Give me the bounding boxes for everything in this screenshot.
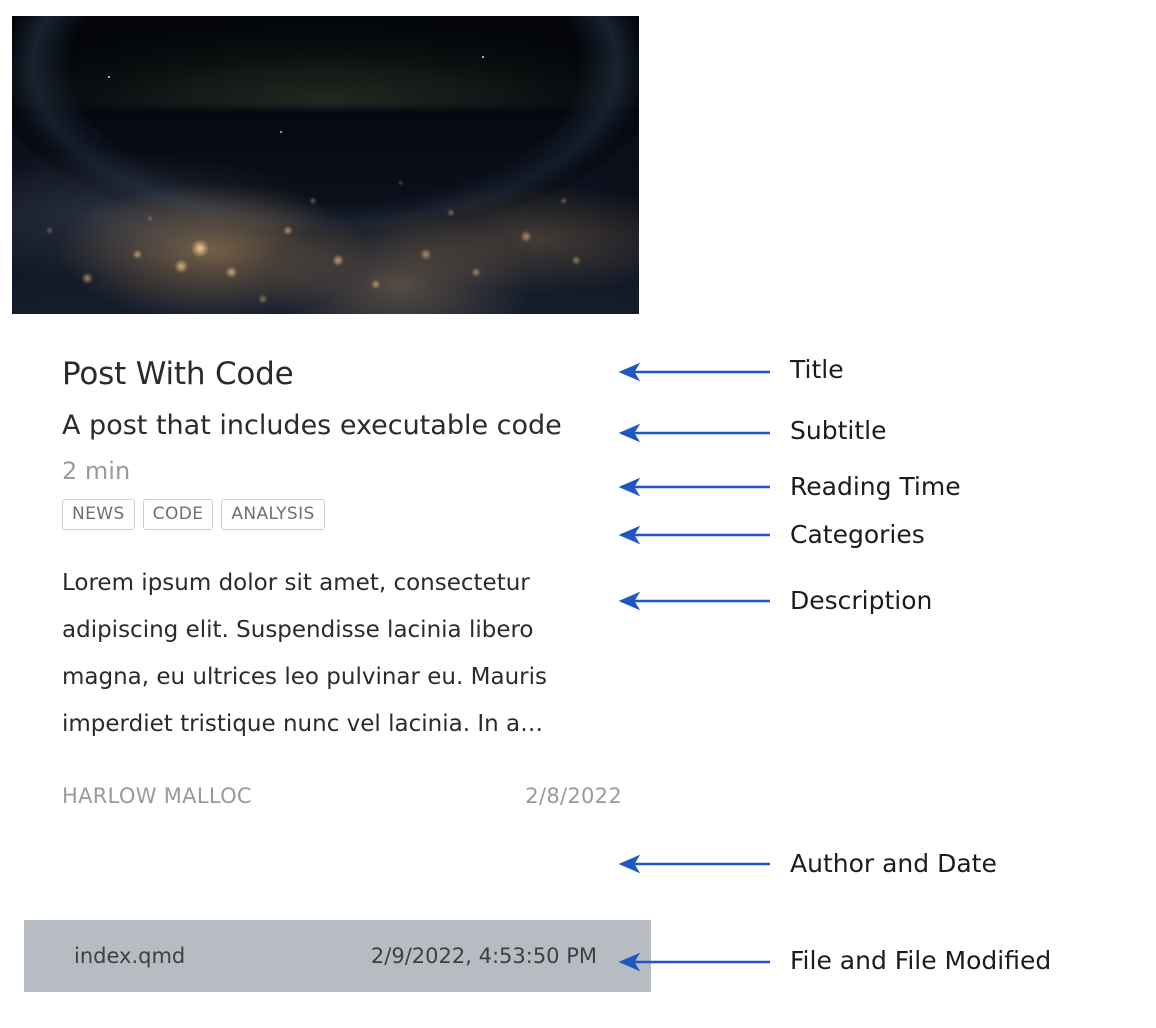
post-date: 2/8/2022 [525, 784, 622, 808]
category-badge[interactable]: NEWS [62, 499, 135, 530]
annotation-label-description: Description [790, 586, 933, 615]
file-name[interactable]: index.qmd [74, 944, 186, 968]
post-description: Lorem ipsum dolor sit amet, consectetur adipiscing elit. Suspendisse lacinia libero magna, eu ultrices leo pulvinar eu. Mauris imperdiet tristique nunc vel lacinia. In a… [62, 570, 547, 737]
post-reading-time: 2 min [62, 457, 131, 485]
star-icon [108, 76, 110, 78]
category-badge[interactable]: ANALYSIS [221, 499, 324, 530]
annotation-label-title: Title [790, 355, 844, 384]
post-title[interactable]: Post With Code [62, 356, 294, 392]
file-info-bar [24, 920, 651, 992]
post-meta [62, 784, 622, 808]
post-subtitle: A post that includes executable code [62, 410, 562, 441]
annotation-label-subtitle: Subtitle [790, 416, 887, 445]
file-modified-date: 2/9/2022, 4:53:50 PM [370, 944, 597, 968]
post-categories [62, 499, 607, 530]
star-icon [280, 131, 282, 133]
post-card-body [12, 356, 639, 808]
post-author: HARLOW MALLOC [62, 784, 252, 808]
post-thumbnail-image [12, 16, 639, 314]
category-badge[interactable]: CODE [143, 499, 214, 530]
city-lights [12, 16, 639, 314]
post-card[interactable] [12, 16, 639, 992]
annotation-label-author-date: Author and Date [790, 849, 997, 878]
star-icon [482, 56, 484, 58]
annotation-label-file-info: File and File Modified [790, 946, 1052, 975]
annotation-label-reading-time: Reading Time [790, 472, 961, 501]
annotation-label-categories: Categories [790, 520, 925, 549]
